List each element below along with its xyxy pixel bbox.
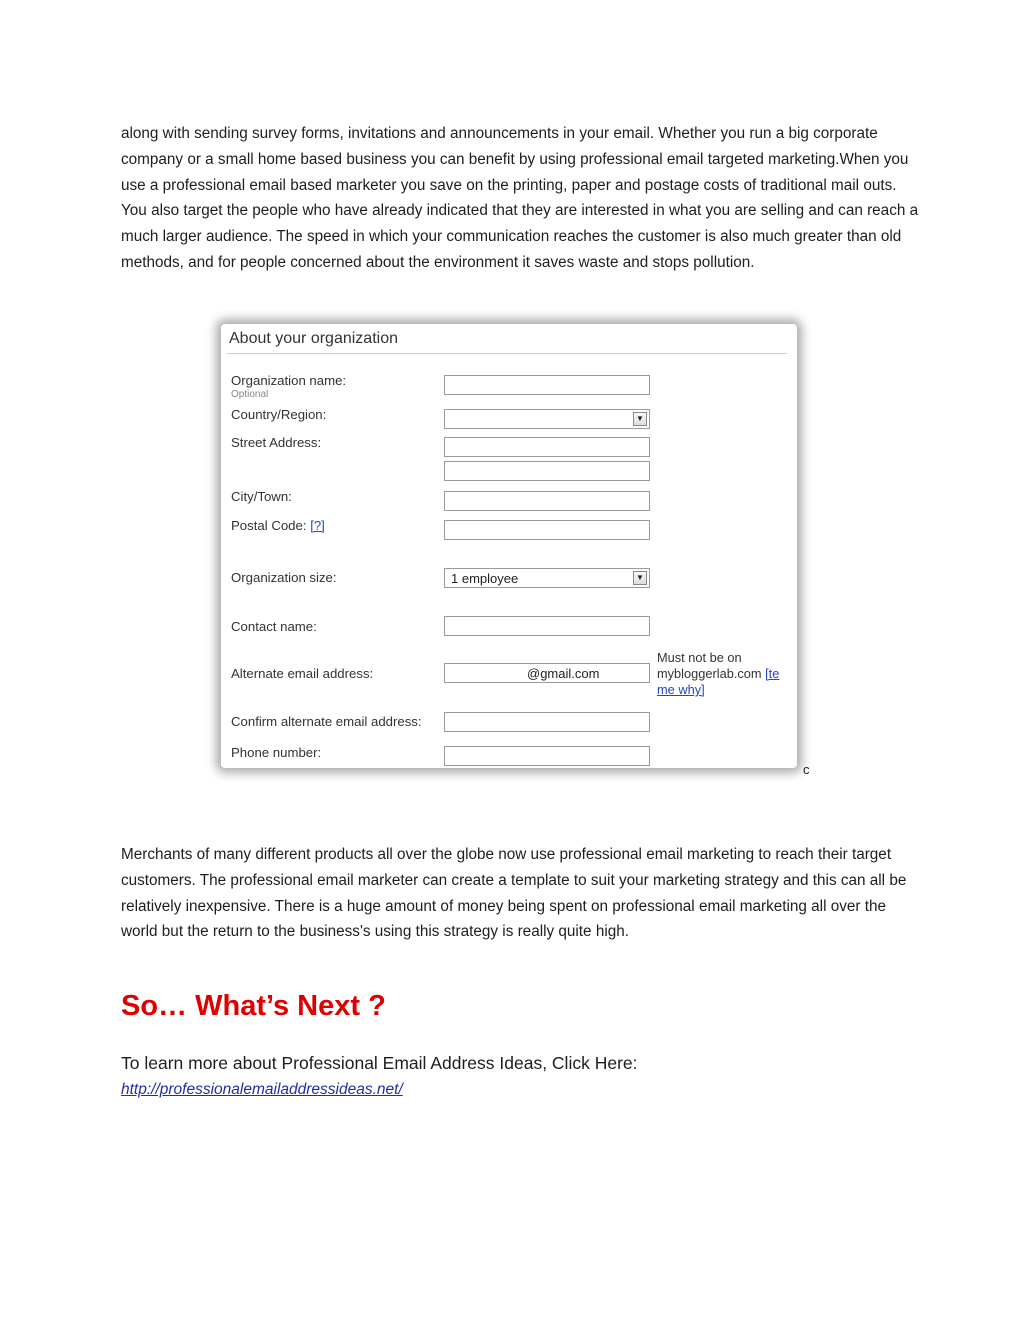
city-input — [444, 491, 650, 511]
figure-caption: c — [803, 762, 810, 777]
organization-form-screenshot — [221, 324, 797, 768]
contact-label: Contact name: — [231, 619, 317, 634]
website-link[interactable]: http://professionalemailaddressideas.net/ — [121, 1081, 403, 1098]
note-line2 — [657, 666, 797, 682]
alt-email-note — [657, 650, 797, 698]
section-heading: So… What’s Next ? — [121, 990, 386, 1022]
alt-email-suffix: @gmail.com — [527, 666, 600, 681]
confirm-email-label: Confirm alternate email address: — [231, 714, 422, 729]
note-line1: Must not be on — [657, 650, 742, 665]
note-link-end: me why] — [657, 682, 705, 697]
learn-more-text: To learn more about Professional Email Address Ideas, Click Here: — [121, 1053, 638, 1073]
form-title: About your organization — [229, 330, 398, 347]
org-name-input — [444, 375, 650, 395]
note-link-start: [te — [765, 666, 780, 681]
postal-label-text: Postal Code: — [231, 518, 307, 533]
city-label: City/Town: — [231, 489, 292, 504]
merchants-paragraph: Merchants of many different products all over the globe now use professional email marketing to reach their target customers. The professional email marketer can create a template to suit your marketing strategy and this can all be relatively inexpensive. There is a huge amount of money being spent on professional email marketing all over the world but the return to the business's using this strategy is really quite high. — [121, 846, 907, 941]
org-name-hint: Optional — [231, 389, 269, 400]
street-input-1 — [444, 437, 650, 457]
org-size-select — [444, 568, 650, 588]
phone-input — [444, 746, 650, 766]
contact-input — [444, 616, 650, 636]
postal-label — [231, 518, 325, 533]
country-label: Country/Region: — [231, 407, 327, 422]
dropdown-arrow-icon: ▼ — [633, 412, 647, 426]
street-label: Street Address: — [231, 435, 322, 450]
org-size-label: Organization size: — [231, 570, 337, 585]
postal-help-link: [?] — [310, 518, 325, 533]
dropdown-arrow-icon: ▼ — [633, 571, 647, 585]
note-domain: mybloggerlab.com — [657, 666, 762, 681]
alt-email-input — [444, 663, 650, 683]
org-name-label: Organization name: — [231, 373, 347, 388]
country-select — [444, 409, 650, 429]
street-input-2 — [444, 461, 650, 481]
postal-input — [444, 520, 650, 540]
confirm-email-input — [444, 712, 650, 732]
org-size-value: 1 employee — [451, 571, 519, 586]
phone-label: Phone number: — [231, 745, 322, 760]
form-divider — [227, 353, 787, 354]
intro-paragraph: along with sending survey forms, invitations and announcements in your email. Whether you run a big corporate company or a small home based business you can benefit by using professional email targeted marketing.When you use a professional email based marketer you save on the printing, paper and postage costs of traditional mail outs. You also target the people who have already indicated that they are interested in what you are selling and can reach a much larger audience. The speed in which your communication reaches the customer is also much greater than old methods, and for people concerned about the environment it saves waste and stops pollution. — [121, 125, 919, 271]
alt-email-label: Alternate email address: — [231, 666, 374, 681]
